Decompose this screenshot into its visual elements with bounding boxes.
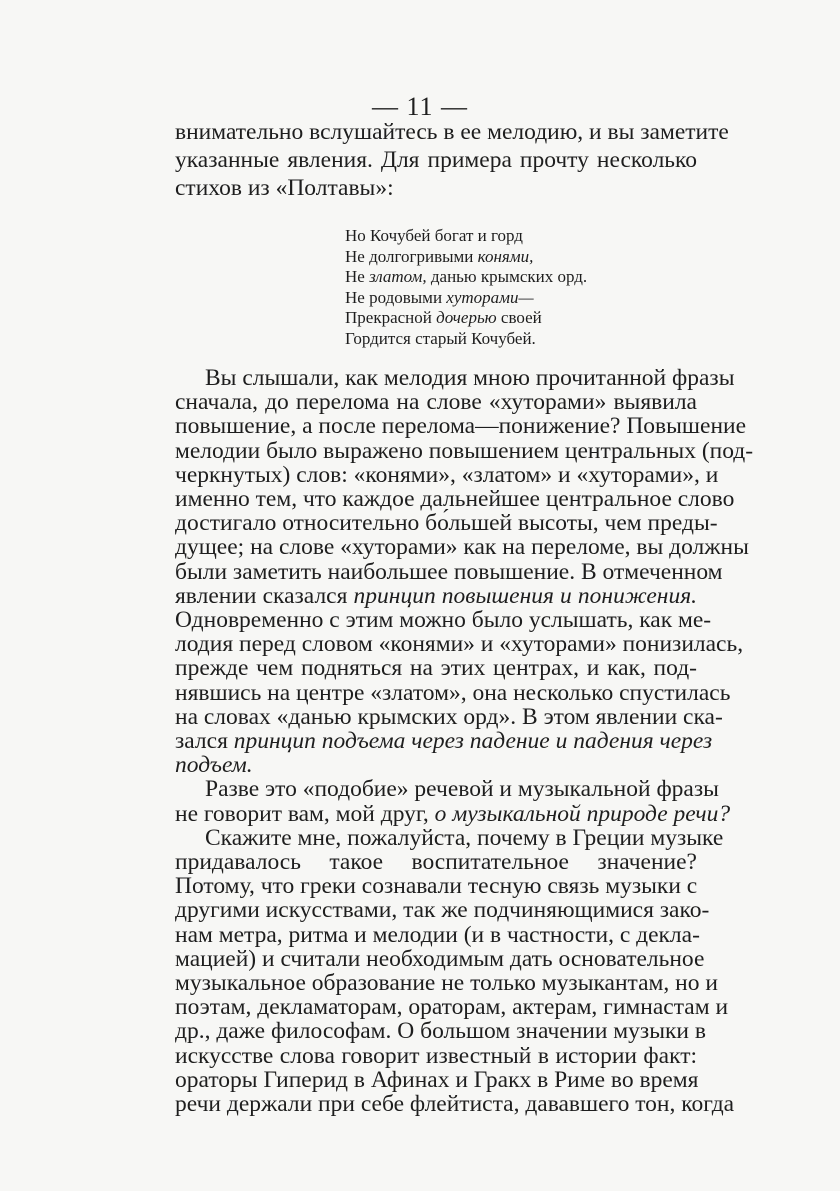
text-segment: сначала, до перелома на слове «хуторами» выявила bbox=[175, 389, 697, 416]
text-segment: Не родовыми bbox=[345, 287, 447, 307]
text-segment: мацией) и считали необходимым дать основательное bbox=[175, 945, 705, 972]
text-segment: Но Кочубей богат и горд bbox=[345, 226, 523, 245]
text-line: указанные явления. Для примера прочту несколько bbox=[175, 147, 697, 173]
italic-text: принцип подъема через падение и падения через bbox=[233, 728, 713, 754]
poem-line bbox=[345, 267, 587, 287]
text-segment: нявшись на центре «златом», она несколько спустилась bbox=[175, 679, 731, 706]
text-segment: другими искусствами, так же подчиняющимися зако- bbox=[175, 897, 710, 924]
text-segment: данью крымских орд. bbox=[426, 267, 588, 286]
text-segment: речи держали при себе флейтиста, дававшего тон, когда bbox=[175, 1091, 735, 1117]
text-segment: явлении сказался bbox=[175, 582, 354, 609]
italic-text: дочерью bbox=[436, 308, 497, 327]
italic-text: конями, bbox=[477, 246, 534, 266]
italic-text: принцип повышения и понижения. bbox=[353, 582, 697, 609]
text-line bbox=[175, 1090, 735, 1118]
text-segment: черкнутых) слов: «конями», «златом» и «хуторами», и bbox=[175, 461, 719, 488]
text-segment: дущее; на слове «хуторами» как на переломе, вы должны bbox=[175, 534, 749, 561]
text-segment: Не долгогривыми bbox=[345, 246, 478, 266]
text-segment: на словах «данью крымских орд». В этом явлении ска- bbox=[175, 703, 723, 730]
poem-line bbox=[345, 308, 542, 328]
text-segment: зался bbox=[175, 728, 234, 754]
text-segment: нам метра, ритма и мелодии (и в частности, с декла- bbox=[175, 921, 700, 948]
poem-line bbox=[345, 247, 533, 267]
text-line: внимательно вслушайтесь в ее мелодию, и вы заметите bbox=[175, 119, 729, 145]
text-segment: достигало относительно бо́льшей высоты, чем преды- bbox=[175, 510, 718, 537]
text-line: стихов из «Полтавы»: bbox=[175, 175, 394, 201]
italic-text: подъем. bbox=[175, 752, 253, 779]
italic-text: златом, bbox=[369, 267, 427, 286]
text-segment: Гордится старый Кочубей. bbox=[345, 328, 536, 348]
text-segment: Вы слышали, как мелодия мною прочитанной фразы bbox=[205, 365, 735, 391]
text-segment: мелодии было выражено повышением центральных (под- bbox=[175, 437, 754, 464]
text-segment: придавалось такое воспитательное значение? bbox=[175, 849, 697, 875]
text-segment: Разве это «подобие» речевой и музыкальной фразы bbox=[205, 776, 719, 803]
poem-line bbox=[345, 288, 534, 308]
text-segment: повышение, а после перелома—понижение? Повышение bbox=[175, 413, 747, 440]
text-segment: лодия перед словом «конями» и «хуторами» понизилась, bbox=[175, 631, 744, 658]
text-segment: музыкальное образование не только музыкантам, но и bbox=[175, 970, 718, 996]
poem-line bbox=[345, 329, 536, 349]
text-segment: Прекрасной bbox=[345, 308, 437, 327]
italic-text: о музыкальной природе речи? bbox=[434, 800, 731, 827]
text-segment: Скажите мне, пожалуйста, почему в Греции музыке bbox=[205, 824, 724, 851]
poem-line bbox=[345, 226, 523, 246]
text-segment: поэтам, декламаторам, ораторам, актерам, гимнастам и bbox=[175, 994, 729, 1021]
text-segment: искусстве слова говорит известный в истории факт: bbox=[175, 1042, 697, 1069]
italic-text: хуторами— bbox=[446, 287, 534, 307]
text-segment: Не bbox=[345, 267, 370, 286]
text-segment: прежде чем подняться на этих центрах, и как, под- bbox=[175, 655, 697, 682]
text-segment: были заметить наибольшее повышение. В отмеченном bbox=[175, 558, 723, 585]
text-segment: Потому, что греки сознавали тесную связь музыки с bbox=[175, 873, 698, 900]
page-number: — 11 — bbox=[371, 92, 469, 121]
text-segment: именно тем, что каждое дальнейшее центральное слово bbox=[175, 486, 735, 512]
text-segment: не говорит вам, мой друг, bbox=[175, 800, 435, 827]
text-segment: др., даже философам. О большом значении музыки в bbox=[175, 1018, 706, 1045]
text-segment: Одновременно с этим можно было услышать, как ме- bbox=[175, 607, 712, 633]
text-segment: своей bbox=[496, 308, 542, 327]
text-segment: ораторы Гиперид в Афинах и Гракх в Риме во время bbox=[175, 1066, 699, 1093]
